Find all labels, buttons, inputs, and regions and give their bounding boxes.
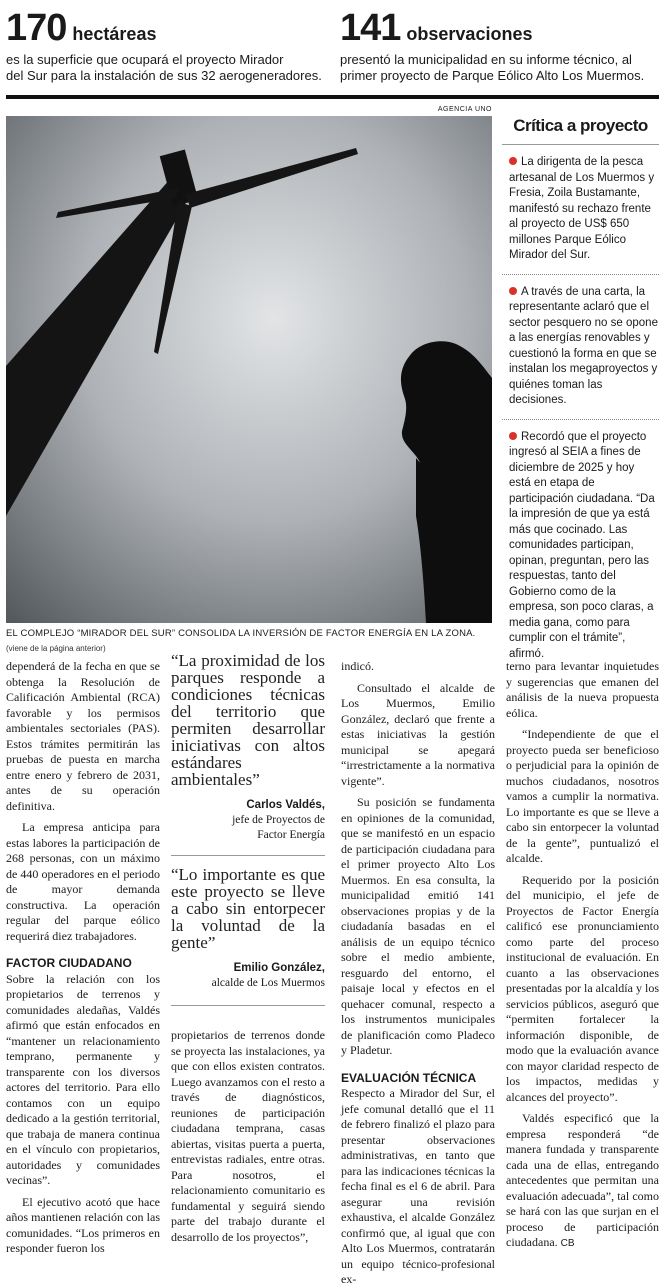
bullet-icon <box>509 287 517 295</box>
wind-turbine-photo <box>6 116 492 623</box>
paragraph: indicó. <box>341 659 374 673</box>
stat-number: 170 <box>6 7 67 49</box>
stat-hectareas <box>6 6 326 84</box>
sidebar-title: Crítica a proyecto <box>502 112 659 145</box>
quote-author: Carlos Valdés, <box>246 799 325 811</box>
paragraph: terno para levantar inquietudes y sugerencias que emanen del análisis de la nueva propuesta eólica. <box>506 659 659 720</box>
bullet-icon <box>509 432 517 440</box>
paragraph: Sobre la relación con los propietarios de terrenos y comunidades aledañas, Valdés afirmó que están enfocados en “mantener un relacionamiento temprano, permanente y transparente con los diversos actores del territorio. Para ello contamos con un equipo dedicado a la gestión territorial, que trabaja de manera continua en el vínculo con propietarios, autoridades y comunidades vecinas”. <box>6 971 160 1187</box>
article-column-2 <box>171 652 325 1245</box>
quote-divider <box>171 1005 325 1006</box>
quote-author: Emilio González, <box>233 962 325 974</box>
stat-desc-line: es la superficie que ocupará el proyecto Mirador <box>6 52 284 67</box>
paragraph: Respecto a Mirador del Sur, el jefe comunal detalló que el 11 de febrero finalizó el plazo para presentar observaciones administrativas, en tanto que para las indicaciones técnicas la fecha final es el 6 de abril. Para asegurar una revisión exhaustiva, el alcalde González confirmó que, al igual que con Alto Los Muermos, contratarán un equipo técnico-profesional ex- <box>341 1086 495 1286</box>
paragraph: Requerido por la posición del municipio, el jefe de Proyectos de Factor Energía calificó ese pronunciamiento como parte del proceso institucional de evaluación. En cuanto a las observaciones presentadas por la alcaldía y los servicios públicos, aseguró que “permiten fortalecer la información disponible, de modo que la evaluación avance con mayor claridad respecto de los impactos, medidas y alcances del proyecto”. <box>506 872 659 1104</box>
stat-description <box>340 52 660 84</box>
quote-attribution <box>171 798 325 843</box>
stat-number: 141 <box>340 7 401 49</box>
paragraph: El ejecutivo acotó que hace años mantienen relación con las comunidades. “Los primeros en responder fueron los <box>6 1194 160 1255</box>
pull-quote: “La proximidad de los parques responde a condiciones técnicas del territorio que permiten desarrollar iniciativas con altos estándares ambientales” <box>171 651 325 789</box>
quote-role: jefe de Proyectos de <box>232 814 325 826</box>
sidebar-item <box>502 420 659 673</box>
pull-quote: “Lo importante es que este proyecto se lleve a cabo sin entorpecer la voluntad de la gente” <box>171 865 325 952</box>
article-column-4 <box>506 659 659 1252</box>
photo-caption: EL COMPLEJO “MIRADOR DEL SUR” CONSOLIDA LA INVERSIÓN DE FACTOR ENERGÍA EN LA ZONA. <box>6 628 476 639</box>
quote-role: alcalde de Los Muermos <box>211 977 325 989</box>
stat-desc-line: primer proyecto de Parque Eólico Alto Los Muermos. <box>340 68 645 83</box>
stat-unit: hectáreas <box>72 24 157 44</box>
paragraph: dependerá de la fecha en que se obtenga la Resolución de Calificación Ambiental (RCA) favorable y los permisos ambientales sectoriales (PAS). Estos trámites permitirán las pruebas de puesta en marcha entre enero y febrero de 2031, antes de su operación definitiva. <box>6 659 160 813</box>
stat-desc-line: del Sur para la instalación de sus 32 aerogeneradores. <box>6 68 322 83</box>
photo-illustration <box>6 116 492 623</box>
sidebar-item <box>502 275 659 420</box>
end-mark: CB <box>560 1238 575 1249</box>
paragraph: La empresa anticipa para estas labores la participación de 268 personas, con un máximo de 440 operadores en el periodo de mayor demanda constructiva. La operación regular del parque eólico requerirá diez trabajadores. <box>6 820 160 943</box>
paragraph: Consultado el alcalde de Los Muermos, Emilio González, declaró que frente a estas iniciativas la gestión municipal se apegará “irrestrictamente a la normativa vigente”. <box>341 680 495 788</box>
sidebar-item-text: Recordó que el proyecto ingresó al SEIA a fines de diciembre de 2025 y hoy está en etapa de participación ciudadana. “Da la impresión de que ya está más que cocinado. Las comunidades participan, opinan, preguntan, pero las respuestas, tanto del Gobierno como de la empresa, son poco claras, a media gana, como para cumplir con el trámite”, afirmó. <box>509 430 655 660</box>
section-heading: FACTOR CIUDADANO <box>6 956 132 970</box>
paragraph: propietarios de terrenos donde se proyecta las instalaciones, ya que con ellos existen contratos. Luego avanzamos con el resto a través de diagnósticos, reuniones de participación ciudadana temprana, casas abiertas, visitas puerta a puerta, entrevistas radiales, entre otras. Para nosotros, el relacionamiento comunitario es fundamental y seguirá siendo parte del trabajo durante el desarrollo de los proyectos”, <box>171 1028 325 1244</box>
bullet-icon <box>509 157 517 165</box>
article-column-3 <box>341 659 495 1288</box>
sidebar-item-text: La dirigenta de la pesca artesanal de Los Muermos y Fresia, Zoila Bustamante, manifestó su rechazo frente al proyecto de US$ 650 millones Parque Eólico Mirador del Sur. <box>509 156 655 261</box>
continued-note: (viene de la página anterior) <box>6 644 106 653</box>
paragraph <box>506 1111 659 1252</box>
sidebar-item <box>502 145 659 275</box>
paragraph: “Independiente de que el proyecto pueda ser beneficioso o perjudicial para la opinión de muchos ciudadanos, nosotros vamos a cumplir la normativa. Lo importante es que se lleve a cabo sin entorpecer la voluntad de la gente”, puntualizó el alcalde. <box>506 727 659 865</box>
sidebar-critica <box>502 112 659 672</box>
section-heading: EVALUACIÓN TÉCNICA <box>341 1070 477 1085</box>
stat-desc-line: presentó la municipalidad en su informe técnico, al <box>340 52 632 67</box>
stat-observaciones <box>340 6 660 84</box>
quote-role: Factor Energía <box>257 829 325 841</box>
sidebar-item-text: A través de una carta, la representante aclaró que el sector pesquero no se opone a las energías renovables y cuestionó la forma en que se instalan los megaproyectos y quiénes toman las decisiones. <box>509 285 658 406</box>
photo-credit: AGENCIA UNO <box>437 106 492 113</box>
quote-attribution <box>171 961 325 991</box>
paragraph: Su posición se fundamenta en opiniones de la comunidad, que se manifestó en un espacio de participación ciudadana para el primer proyecto Alto Los Muermos. En esa consulta, la municipalidad emitió 141 observaciones propias y de la ciudadanía basadas en el análisis de un equipo técnico sobre el medio ambiente, resguardo del entorno, el paisaje local y efectos en el quehacer comunal, respecto a los instrumentos municipales de planificación como Pladeco y Pladetur. <box>341 795 495 1057</box>
paragraph-text: Valdés especificó que la empresa responderá “de manera fundada y transparente cada una de ellas, entregando antecedentes que permitan una evaluación adecuada”, tal como se hará con las que surjan en el proceso de participación ciudadana. <box>506 1111 659 1249</box>
quote-divider <box>171 855 325 856</box>
top-divider <box>6 95 659 99</box>
stat-unit: observaciones <box>406 24 533 44</box>
article-column-1 <box>6 659 160 1257</box>
stat-description <box>6 52 326 84</box>
